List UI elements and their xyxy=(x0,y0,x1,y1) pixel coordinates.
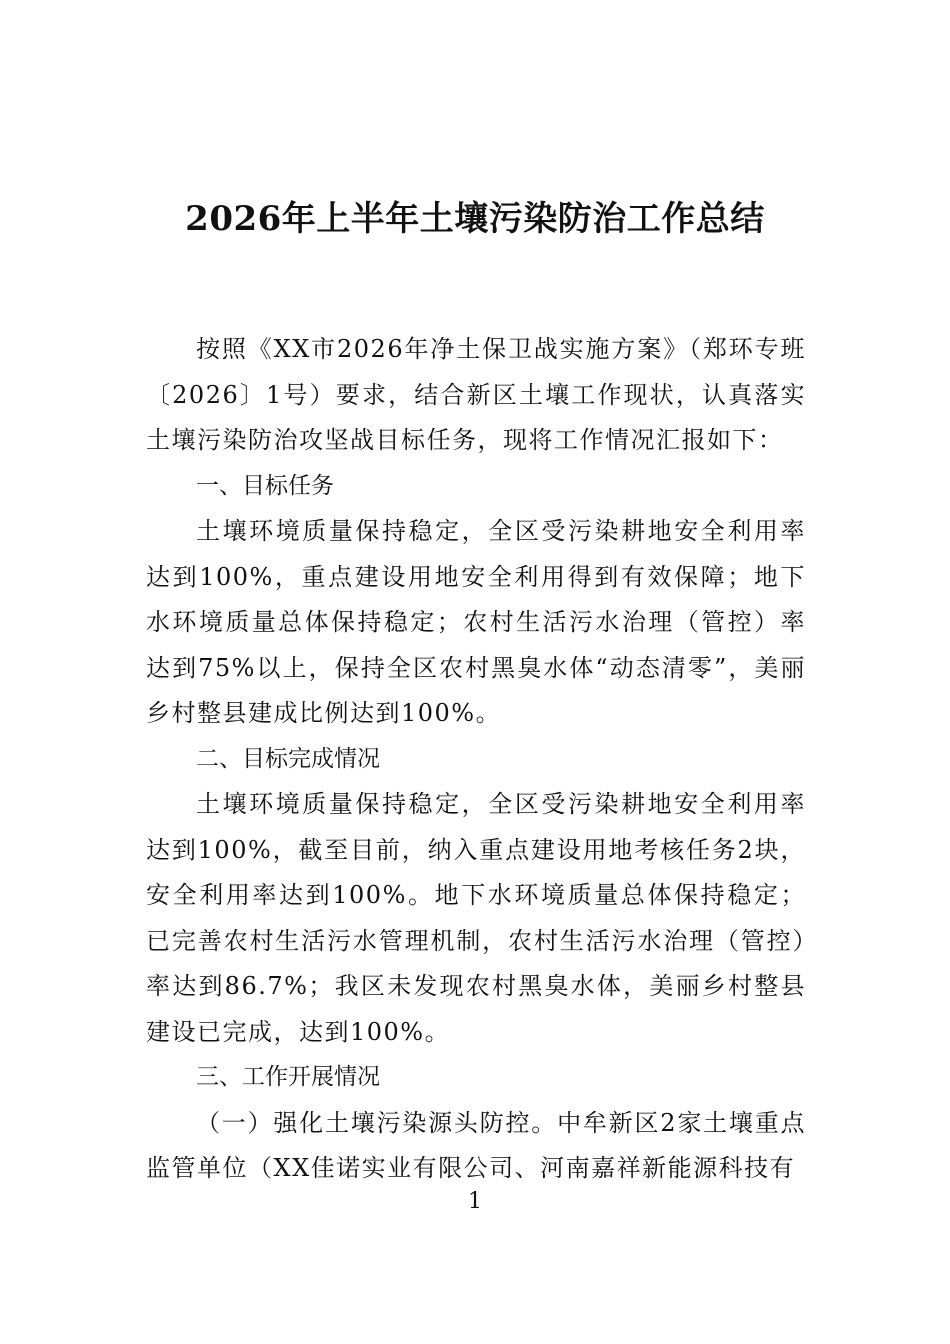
section-heading-targets: 一、目标任务 xyxy=(196,472,334,499)
work-paragraph xyxy=(146,1101,806,1192)
section-heading-completion: 二、目标完成情况 xyxy=(196,745,380,772)
section-heading-work: 三、工作开展情况 xyxy=(196,1064,380,1090)
document-body xyxy=(146,327,806,1192)
targets-paragraph: 土壤环境质量保持稳定，全区受污染耕地安全利用率达到100%，重点建设用地安全利用得到有效保障；地下水环境质量总体保持稳定；农村生活污水治理（管控）率达到75%以上，保持全区农村黑臭水体“动态清零”，美丽乡村整县建成比例达到100%。 xyxy=(146,517,806,727)
document-title: 2026年上半年土壤污染防治工作总结 xyxy=(185,199,765,239)
subsection-heading-source-control: （一）强化土壤污染源头防控。 xyxy=(196,1108,558,1137)
intro-paragraph: 按照《XX市2026年净土保卫战实施方案》（郑环专班〔2026〕1号）要求，结合新区土壤工作现状，认真落实土壤污染防治攻坚战目标任务，现将工作情况汇报如下： xyxy=(146,335,806,454)
source-control-text: 中牟新区2家土壤重点监管单位（XX佳诺实业有限公司、河南嘉祥新能源科技有 xyxy=(146,1108,806,1182)
page-number: 1 xyxy=(468,1189,482,1214)
completion-paragraph: 土壤环境质量保持稳定，全区受污染耕地安全利用率达到100%，截至目前，纳入重点建设用地考核任务2块，安全利用率达到100%。地下水环境质量总体保持稳定；已完善农村生活污水管理机制，农村生活污水治理（管控）率达到86.7%；我区未发现农村黑臭水体，美丽乡村整县建设已完成，达到100%。 xyxy=(146,790,806,1046)
